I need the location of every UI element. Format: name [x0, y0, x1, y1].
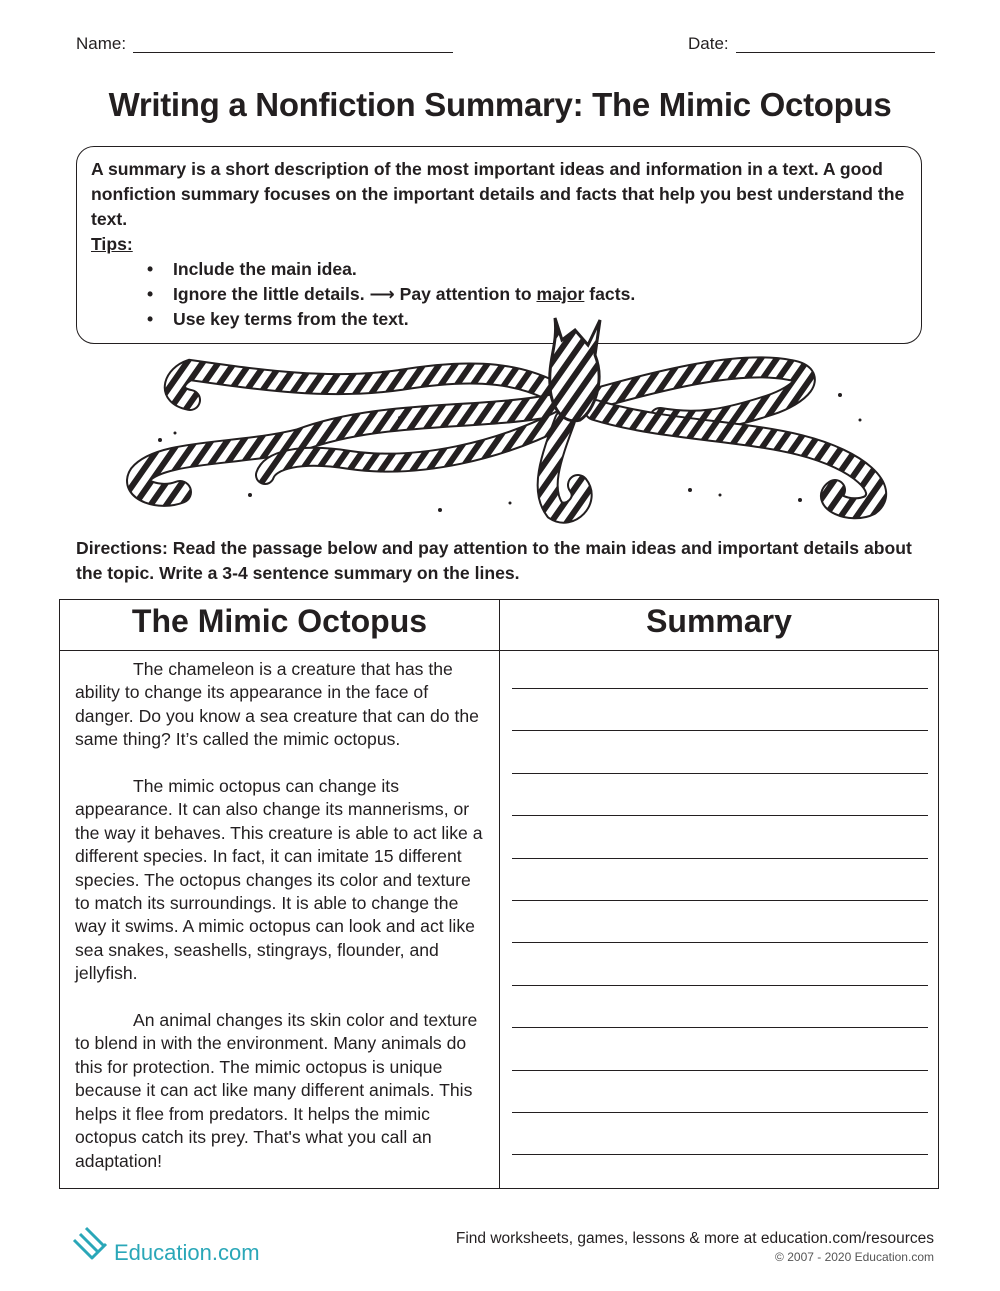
summary-line[interactable] — [512, 730, 928, 731]
header-divider — [60, 650, 938, 651]
summary-line[interactable] — [512, 985, 928, 986]
education-logo-icon — [68, 1222, 112, 1266]
directions: Directions: Read the passage below and pay attention to the main ideas and important details about the topic. Write a 3-4 sentence summary on the lines. — [76, 538, 912, 583]
summary-definition: A summary is a short description of the most important ideas and information in a text. A good nonfiction summary focuses on the important details and facts that help you best understand the text. — [91, 159, 905, 229]
date-label: Date: — [688, 34, 729, 53]
summary-line[interactable] — [512, 773, 928, 774]
passage-summary-table — [59, 599, 939, 1189]
summary-heading: Summary — [646, 603, 792, 639]
tip-item: • Ignore the little details. ⟶ Pay attention to major facts. — [173, 282, 907, 307]
passage-paragraph: An animal changes its skin color and texture to blend in with the environment. Many animals do this for protection. The mimic octopus is unique because it can act like many different animals. This helps it flee from predators. It helps the mimic octopus catch its prey. That's what you call an adaptation! — [75, 1010, 478, 1171]
passage-text — [75, 658, 485, 1196]
name-label: Name: — [76, 34, 127, 53]
summary-line[interactable] — [512, 942, 928, 943]
summary-line[interactable] — [512, 688, 928, 689]
tip-item: • Use key terms from the text. — [173, 307, 907, 332]
page-title: Writing a Nonfiction Summary: The Mimic Octopus — [108, 86, 892, 123]
summary-line[interactable] — [512, 1070, 928, 1071]
summary-line[interactable] — [512, 1027, 928, 1028]
passage-paragraph: The mimic octopus can change its appearance. It can also change its mannerisms, or the way it behaves. This creature is able to act like a different species. In fact, it can imitate 15 different species. The octopus changes its color and texture to match its surroundings. It is able to change the way it swims. A mimic octopus can look and act like sea snakes, seashells, stingrays, flounder, and jellyfish. — [75, 776, 483, 984]
column-divider — [499, 600, 500, 1188]
date-field[interactable] — [736, 52, 935, 53]
footer-promo: Find worksheets, games, lessons & more at education.com/resources — [455, 1230, 934, 1247]
name-field[interactable] — [133, 52, 453, 53]
summary-line[interactable] — [512, 815, 928, 816]
summary-line[interactable] — [512, 1154, 928, 1155]
summary-line[interactable] — [512, 1112, 928, 1113]
passage-heading: The Mimic Octopus — [131, 603, 428, 639]
tip-item: • Include the main idea. — [173, 257, 907, 282]
summary-line[interactable] — [512, 858, 928, 859]
summary-line[interactable] — [512, 900, 928, 901]
tips-label: Tips: — [91, 234, 133, 254]
footer-info — [456, 1230, 934, 1264]
brand-name: Education.com — [114, 1240, 260, 1265]
footer-copyright: © 2007 - 2020 Education.com — [775, 1250, 934, 1264]
passage-paragraph: The chameleon is a creature that has the ability to change its appearance in the face of danger. Do you know a sea creature that can do the same thing? It’s called the mimic octopus. — [75, 659, 479, 750]
octopus-illustration — [100, 300, 900, 525]
